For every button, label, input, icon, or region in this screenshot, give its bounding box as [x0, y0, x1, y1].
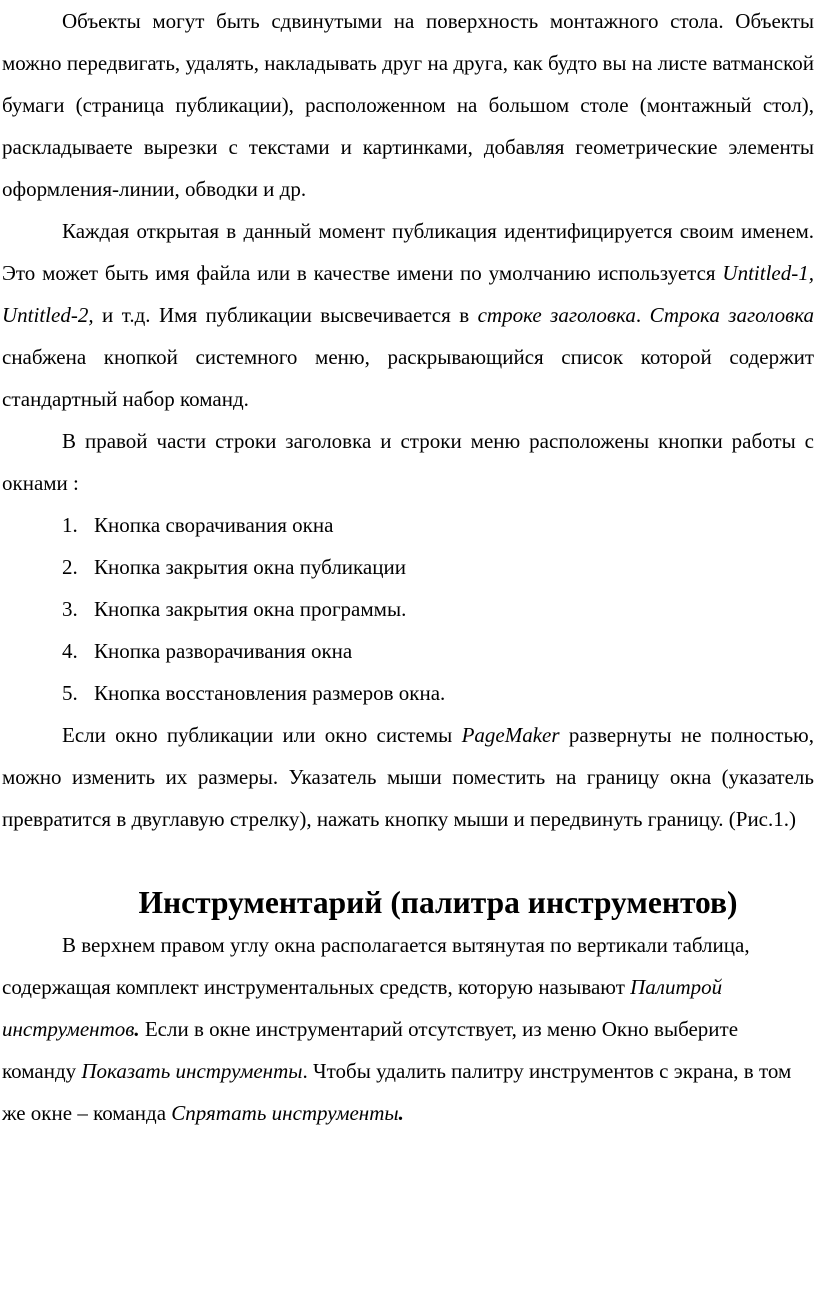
list-item	[2, 546, 814, 588]
bold-dot: .	[134, 1017, 140, 1041]
italic-show-tools: Показать инструменты	[81, 1059, 303, 1083]
italic-untitled-1: Untitled-1,	[722, 261, 814, 285]
paragraph-resize-windows	[2, 714, 814, 840]
text-segment: Каждая открытая в данный момент публикация идентифицируется своим именем. Это может быть имя файла или в качестве имени по умолчанию используется	[2, 219, 814, 285]
italic-title-bar: строке заголовка	[477, 303, 636, 327]
list-number: 2.	[62, 555, 78, 579]
list-item	[2, 588, 814, 630]
paragraph-toolbox	[2, 924, 814, 1134]
text-segment: снабжена кнопкой системного меню, раскрывающийся список которой содержит стандартный набор команд.	[2, 345, 814, 411]
list-number: 1.	[62, 513, 78, 537]
text-segment: .	[635, 303, 650, 327]
list-item	[2, 504, 814, 546]
list-item	[2, 630, 814, 672]
italic-hide-tools: Спрятать инструменты	[171, 1101, 399, 1125]
list-number: 4.	[62, 639, 78, 663]
list-number: 3.	[62, 597, 78, 621]
italic-tool-palette: Палитрой инструментов	[2, 975, 723, 1041]
text-segment: и т.д. Имя публикации высвечивается в	[93, 303, 478, 327]
text-segment: Если в окне инструментарий отсутствует, из меню Окно выберите команду	[2, 1017, 739, 1083]
text-segment: развернуты не полностью, можно изменить их размеры. Указатель мыши поместить на границу окна (указатель превратится в двуглавую стрелку), нажать кнопку мыши и передвинуть границу. (Рис.1.)	[2, 723, 814, 831]
list-item	[2, 672, 814, 714]
paragraph-publication-name	[2, 210, 814, 420]
italic-title-bar-2: Строка заголовка	[649, 303, 814, 327]
text-segment: Если окно публикации или окно системы	[62, 723, 462, 747]
window-buttons-list	[2, 504, 814, 714]
paragraph-montage-table: Объекты могут быть сдвинутыми на поверхность монтажного стола. Объекты можно передвигать, удалять, накладывать друг на друга, как будто вы на листе ватманской бумаги (страница публикации), расположенном на большом столе (монтажный стол), раскладываете вырезки с текстами и картинками, добавляя геометрические элементы оформления-линии, обводки и др.	[2, 9, 814, 201]
list-text: Кнопка закрытия окна публикации	[94, 555, 406, 579]
italic-pagemaker: PageMaker	[461, 723, 560, 747]
list-text: Кнопка закрытия окна программы.	[94, 597, 407, 621]
text-segment: В верхнем правом углу окна располагается вытянутая по вертикали таблица, содержащая комплект инструментальных средств, которую называют	[2, 933, 750, 999]
section-heading: Инструментарий (палитра инструментов)	[138, 885, 738, 920]
italic-untitled-2: Untitled-2,	[2, 303, 94, 327]
paragraph-window-buttons: В правой части строки заголовка и строки меню расположены кнопки работы с окнами :	[2, 429, 814, 495]
list-text: Кнопка сворачивания окна	[94, 513, 334, 537]
bold-dot-end: .	[398, 1101, 404, 1125]
list-text: Кнопка разворачивания окна	[94, 639, 353, 663]
list-text: Кнопка восстановления размеров окна.	[94, 681, 446, 705]
text-segment: . Чтобы удалить палитру инструментов с экрана, в том же окне – команда	[2, 1059, 792, 1125]
list-number: 5.	[62, 681, 78, 705]
